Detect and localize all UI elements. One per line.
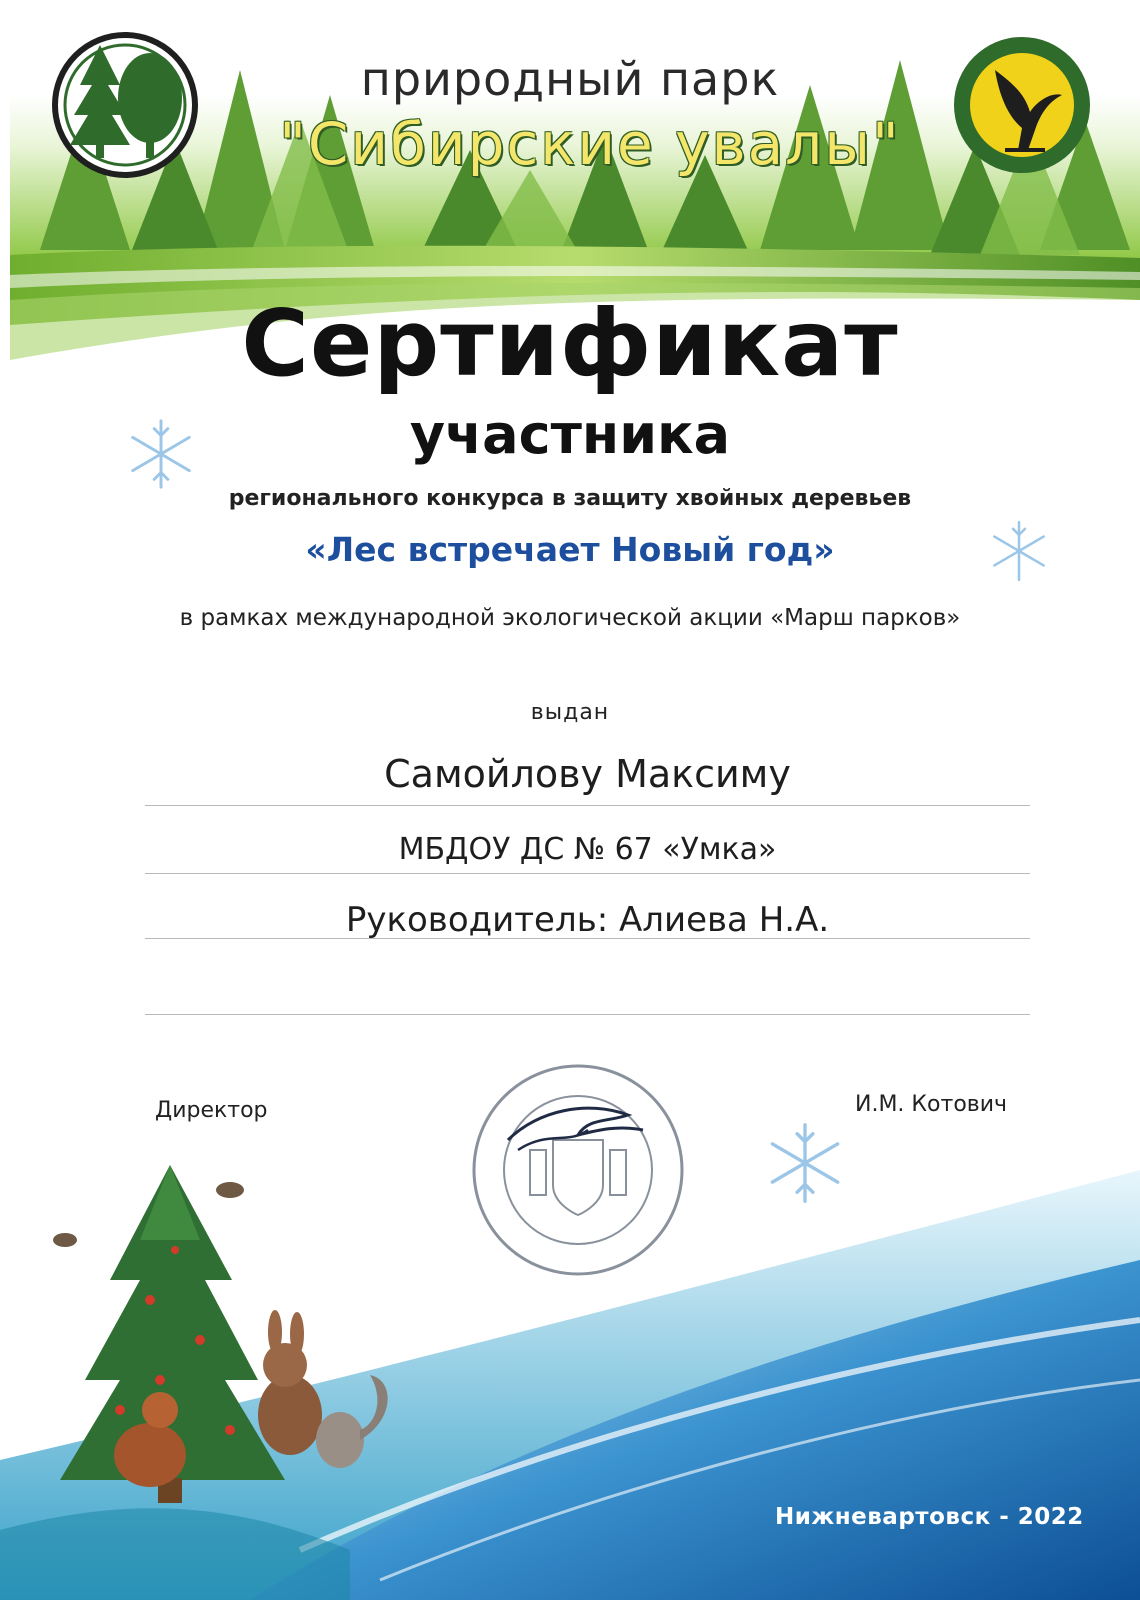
- hare-icon: [258, 1310, 322, 1455]
- recipient-name: Самойлову Максиму: [384, 752, 791, 796]
- city-year: Нижневартовск - 2022: [775, 1504, 1084, 1530]
- coat-of-arms-icon: [530, 1140, 626, 1215]
- spruce-logo-icon: [55, 35, 195, 175]
- underline: [145, 873, 1030, 874]
- park-name-line1: природный парк: [360, 52, 780, 106]
- certificate-title: Сертификат: [241, 290, 899, 397]
- osprey-emblem-icon: [954, 37, 1090, 173]
- contest-name: «Лес встречает Новый год»: [305, 530, 835, 569]
- recipient-organization: МБДОУ ДС № 67 «Умка»: [398, 832, 777, 867]
- underline: [145, 805, 1030, 806]
- director-name: И.М. Котович: [855, 1092, 1008, 1117]
- issued-label: выдан: [530, 700, 610, 725]
- certificate-subtitle: участника: [409, 403, 731, 466]
- official-stamp: [468, 1060, 688, 1280]
- recipient-leader: Руководитель: Алиева Н.А.: [345, 900, 830, 940]
- park-name-line2: "Сибирские увалы": [279, 110, 901, 178]
- underline: [145, 938, 1030, 939]
- action-description: в рамках международной экологической акции «Марш парков»: [179, 605, 961, 631]
- contest-description: регионального конкурса в защиту хвойных деревьев: [228, 486, 912, 511]
- director-label: Директор: [155, 1098, 268, 1123]
- underline: [145, 1014, 1030, 1015]
